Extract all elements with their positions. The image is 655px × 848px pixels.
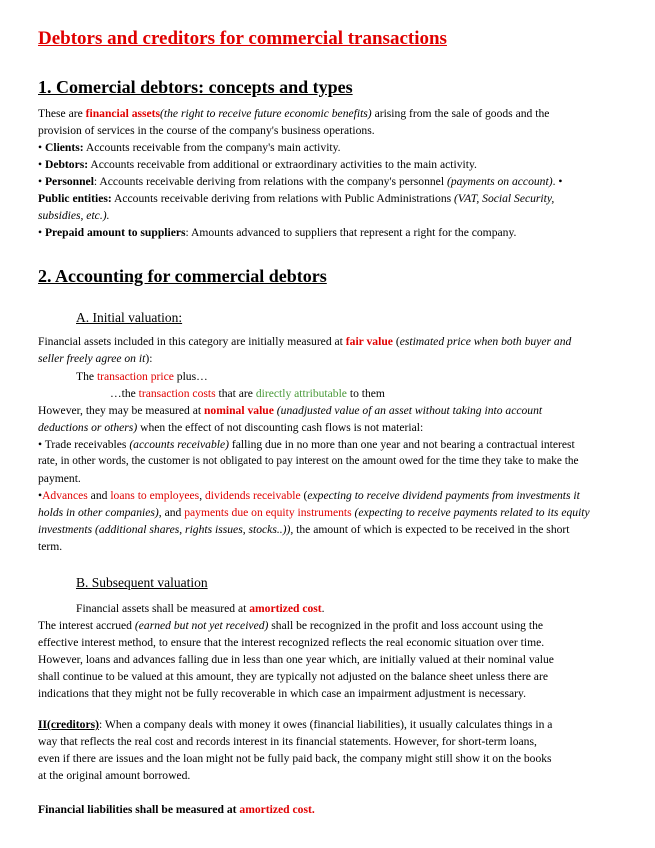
- creditors-line-2: way that reflects the real cost and records interest in its financial statements. However, for short-term loans,: [38, 735, 537, 748]
- item-public-entities: Public entities: Accounts receivable deriving from relations with Public Administrations (VAT, Social Security,: [38, 192, 555, 205]
- item-public-entities-cont: subsidies, etc.).: [38, 209, 110, 222]
- a-line-4-cont: deductions or others) when the effect of not discounting cash flows is not material:: [38, 421, 424, 434]
- intro-line-1: These are financial assets(the right to receive future economic benefits) arising from the sale of goods and the: [38, 107, 550, 120]
- a-line-6-end: term.: [38, 540, 63, 553]
- a-line-1: Financial assets included in this category are initially measured at fair value (estimated price when both buyer and: [38, 335, 572, 348]
- b-line-4: However, loans and advances falling due in less than one year which, are initially valued at their nominal value: [38, 653, 554, 666]
- item-clients: • Clients: Accounts receivable from the company's main activity.: [38, 141, 341, 154]
- creditors-line-1: II(creditors): When a company deals with money it owes (financial liabilities), it usually calculates things in a: [38, 718, 553, 731]
- section2-heading: 2. Accounting for commercial debtors: [38, 266, 327, 286]
- section1-heading: 1. Comercial debtors: concepts and types: [38, 77, 353, 97]
- b-line-5: shall continue to be valued at this amount, they are typically not adjusted on the balance sheet unless there are: [38, 670, 548, 683]
- b-line-1: Financial assets shall be measured at amortized cost.: [76, 602, 325, 615]
- item-debtors: • Debtors: Accounts receivable from additional or extraordinary activities to the main activity.: [38, 158, 477, 171]
- subsection-b-heading: B. Subsequent valuation: [76, 575, 208, 590]
- a-line-6-cont: holds in other companies), and payments due on equity instruments (expecting to receive payments related to its equity: [38, 506, 590, 519]
- a-line-5-cont: rate, in other words, the customer is not obligated to pay interest on the amount owed for the time they take to make the: [38, 455, 579, 467]
- final-statement: Financial liabilities shall be measured at amortized cost.: [38, 803, 315, 816]
- a-line-5: • Trade receivables (accounts receivable) falling due in no more than one year and not bearing a contractual interest: [38, 438, 575, 451]
- item-prepaid: • Prepaid amount to suppliers: Amounts advanced to suppliers that represent a right for the company.: [38, 226, 517, 239]
- a-line-6: •Advances and loans to employees, dividends receivable (expecting to receive dividend payments from investments it: [38, 489, 580, 502]
- b-line-6: indications that they might not be fully recoverable in which case an impairment adjustment is necessary.: [38, 687, 526, 700]
- item-personnel: • Personnel: Accounts receivable deriving from relations with the company's personnel (payments on account). •: [38, 175, 563, 188]
- a-line-1-cont: seller freely agree on it):: [38, 352, 153, 365]
- b-line-2: The interest accrued (earned but not yet received) shall be recognized in the profit and loss account using the: [38, 619, 544, 632]
- document-title: Debtors and creditors for commercial transactions: [38, 28, 447, 49]
- subsection-a-heading: A. Initial valuation:: [76, 310, 183, 325]
- a-line-2: The transaction price plus…: [76, 370, 208, 383]
- a-line-6-cont2: investments (additional shares, rights issues, stocks..)), the amount of which is expected to be received in the short: [38, 523, 570, 536]
- b-line-3: effective interest method, to ensure that the interest recognized reflects the real economic situation over time.: [38, 636, 545, 649]
- a-line-3: …the transaction costs that are directly attributable to them: [110, 387, 385, 400]
- creditors-line-3: even if there are issues and the loan might not be fully paid back, the company might still show it on the books: [38, 752, 552, 765]
- creditors-line-4: at the original amount borrowed.: [38, 769, 191, 782]
- intro-line-2: provision of services in the course of the company's business operations.: [38, 124, 375, 137]
- a-line-4: However, they may be measured at nominal value (unadjusted value of an asset without taking into account: [38, 404, 543, 417]
- a-line-5-end: payment.: [38, 472, 81, 485]
